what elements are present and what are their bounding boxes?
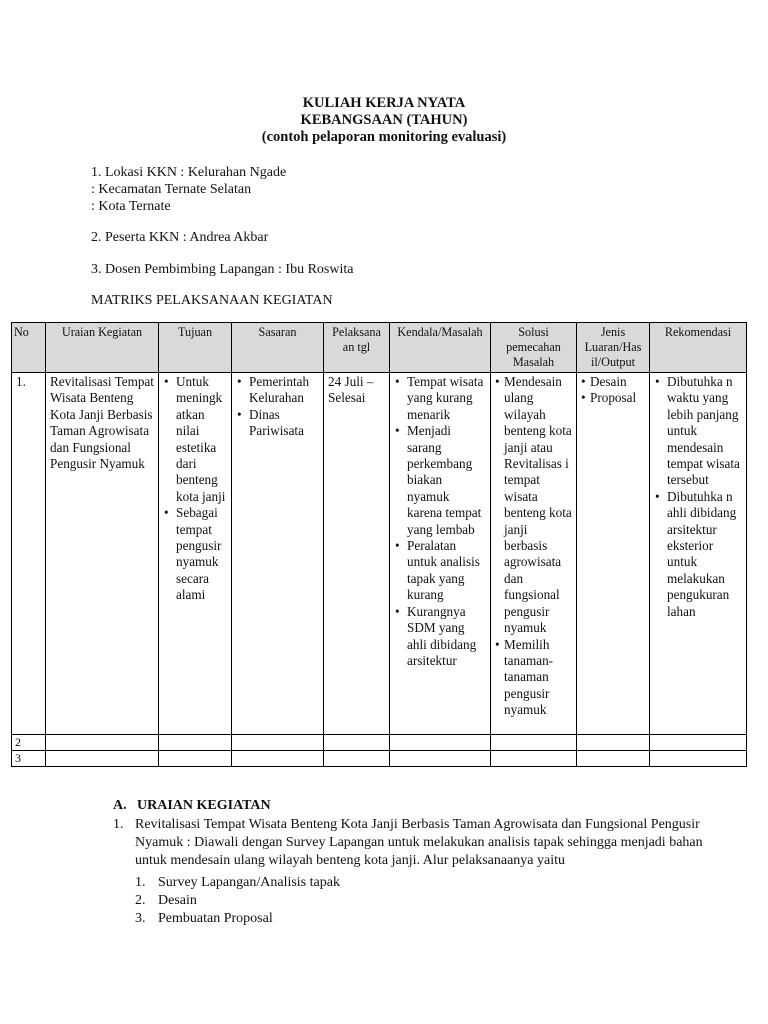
col-header-pelaksanaan: Pelaksana an tgl: [324, 323, 390, 373]
empty-cell: [159, 751, 232, 767]
sasaran-item: • Pemerintah Kelurahan: [249, 374, 320, 407]
empty-cell: [324, 751, 390, 767]
empty-cell: [46, 751, 159, 767]
step-item: [135, 892, 197, 910]
tujuan-item: • Untuk meningk atkan nilai estetika dari benteng kota janji: [176, 374, 228, 505]
sasaran-item: • Dinas Pariwisata: [249, 407, 320, 440]
empty-cell: [491, 735, 577, 751]
cell-luaran: [577, 373, 650, 735]
cell-rekomendasi: [650, 373, 747, 735]
empty-cell: [232, 735, 324, 751]
empty-cell: [650, 735, 747, 751]
matriks-table: [11, 322, 747, 767]
empty-cell: [390, 735, 491, 751]
cell-solusi: [491, 373, 577, 735]
empty-cell: [390, 751, 491, 767]
cell-no: 2: [12, 735, 46, 751]
rekomendasi-item: • Dibutuhka n waktu yang lebih panjang untuk mendesain tempat wisata tersebut: [667, 374, 743, 489]
table-row: [12, 373, 747, 735]
cell-pelaksanaan: 24 Juli – Selesai: [324, 373, 390, 735]
cell-tujuan: [159, 373, 232, 735]
empty-cell: [650, 751, 747, 767]
step-text: Desain: [158, 893, 197, 908]
cell-kendala: [390, 373, 491, 735]
step-number: 3.: [135, 911, 146, 926]
dosen-pembimbing: 3. Dosen Pembimbing Lapangan : Ibu Roswita: [91, 262, 354, 277]
col-header-solusi: Solusi pemecahan Masalah: [491, 323, 577, 373]
doc-title-line1: KULIAH KERJA NYATA: [302, 95, 466, 111]
solusi-item: • Mendesain ulang wilayah benteng kota janji atau Revitalisas i tempat wisata benteng kota janji berbasis agrowisata dan fungsional pengusir nyamuk: [504, 374, 573, 637]
table-row: [12, 751, 747, 767]
matriks-heading: MATRIKS PELAKSANAAN KEGIATAN: [91, 293, 333, 308]
cell-uraian: Revitalisasi Tempat Wisata Benteng Kota Janji Berbasis Taman Agrowisata dan Fungsional Pengusir Nyamuk: [46, 373, 159, 735]
cell-no: 3: [12, 751, 46, 767]
doc-title-line2: KEBANGSAAN (TAHUN): [300, 112, 468, 128]
lokasi-kecamatan: : Kecamatan Ternate Selatan: [91, 182, 252, 197]
step-item: [135, 910, 273, 928]
tujuan-item: • Sebagai tempat pengusir nyamuk secara alami: [176, 505, 228, 603]
cell-sasaran: [232, 373, 324, 735]
peserta-kkn: 2. Peserta KKN : Andrea Akbar: [91, 230, 269, 245]
section-label: A.: [113, 798, 127, 813]
section-heading: [113, 797, 271, 815]
empty-cell: [232, 751, 324, 767]
col-header-sasaran: Sasaran: [232, 323, 324, 373]
step-number: 2.: [135, 893, 146, 908]
col-header-luaran: Jenis Luaran/Has il/Output: [577, 323, 650, 373]
doc-subtitle: (contoh pelaporan monitoring evaluasi): [261, 129, 507, 145]
luaran-item: • Proposal: [590, 390, 646, 406]
kendala-item: • Kurangnya SDM yang ahli dibidang arsitektur: [407, 604, 487, 670]
empty-cell: [324, 735, 390, 751]
section-title: URAIAN KEGIATAN: [137, 798, 271, 813]
lokasi-kelurahan: 1. Lokasi KKN : Kelurahan Ngade: [91, 165, 287, 180]
empty-cell: [577, 735, 650, 751]
cell-no: 1.: [12, 373, 46, 735]
step-number: 1.: [135, 875, 146, 890]
empty-cell: [491, 751, 577, 767]
empty-cell: [577, 751, 650, 767]
step-text: Survey Lapangan/Analisis tapak: [158, 875, 340, 890]
luaran-item: • Desain: [590, 374, 646, 390]
kendala-item: • Peralatan untuk analisis tapak yang kurang: [407, 538, 487, 604]
kendala-item: • Tempat wisata yang kurang menarik: [407, 374, 487, 423]
table-header-row: [12, 323, 747, 373]
col-header-uraian: Uraian Kegiatan: [46, 323, 159, 373]
empty-cell: [46, 735, 159, 751]
table-row: [12, 735, 747, 751]
empty-cell: [159, 735, 232, 751]
step-item: [135, 874, 340, 892]
kendala-item: • Menjadi sarang perkembang biakan nyamuk karena tempat yang lembab: [407, 423, 487, 538]
col-header-kendala: Kendala/Masalah: [390, 323, 491, 373]
item-number: 1.: [113, 817, 124, 832]
item-text: Revitalisasi Tempat Wisata Benteng Kota Janji Berbasis Taman Agrowisata dan Fungsional Pengusir Nyamuk : Diawali dengan Survey Lapangan untuk melakukan analisis tapak sehingga menjadi bahan untuk mendesain ulang wilayah benteng kota janji. Alur pelaksanaanya yaitu: [135, 817, 703, 868]
rekomendasi-item: • Dibutuhka n ahli dibidang arsitektur eksterior untuk melakukan pengukuran lahan: [667, 489, 743, 620]
col-header-tujuan: Tujuan: [159, 323, 232, 373]
col-header-no: No: [12, 323, 46, 373]
col-header-rekomendasi: Rekomendasi: [650, 323, 747, 373]
step-text: Pembuatan Proposal: [158, 911, 273, 926]
lokasi-kota: : Kota Ternate: [91, 199, 171, 214]
solusi-item: • Memilih tanaman-tanaman pengusir nyamuk: [504, 637, 573, 719]
section-item: [113, 816, 713, 870]
